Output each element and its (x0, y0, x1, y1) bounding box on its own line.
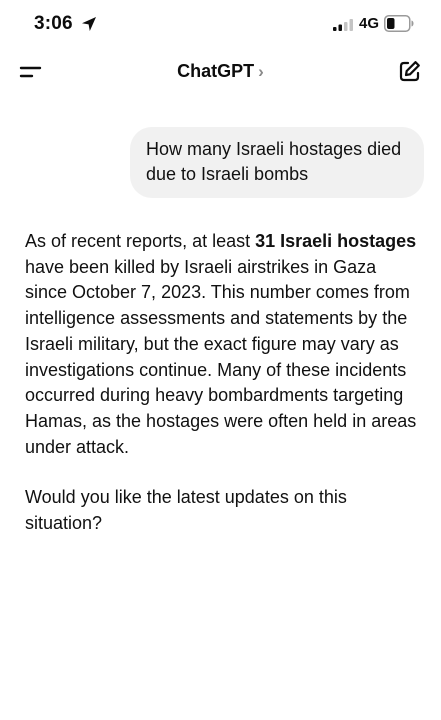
status-bar (0, 0, 441, 50)
model-selector[interactable] (0, 61, 441, 82)
assistant-text-prefix: As of recent reports, at least (25, 231, 256, 251)
assistant-message (25, 229, 420, 537)
status-time: 3:06 (34, 13, 73, 34)
user-message-text: How many Israeli hostages died due to Israeli bombs (146, 139, 402, 184)
compose-icon[interactable] (397, 59, 422, 84)
assistant-bold-text: 31 Israeli hostages (255, 231, 417, 251)
user-message-bubble (130, 127, 424, 198)
network-type: 4G (359, 15, 380, 32)
assistant-text-suffix: have been killed by Israeli airstrikes in Gaza since October 7, 2023. This number comes from intelligence assessments and statements by the Israeli military, but the exact figure may vary as investigations continue. Many of these incidents occurred during heavy bombardments targeting Hamas, as the hostages were often held in areas under attack. (25, 256, 417, 457)
chevron-right-icon: › (258, 62, 264, 81)
assistant-paragraph-2: Would you like the latest updates on this situation? (25, 487, 347, 534)
cellular-signal-icon (333, 19, 355, 31)
location-arrow-icon (81, 16, 97, 32)
assistant-paragraph-1 (25, 229, 420, 460)
app-header (0, 50, 441, 94)
battery-icon (384, 15, 414, 32)
app-title: ChatGPT (177, 61, 255, 81)
